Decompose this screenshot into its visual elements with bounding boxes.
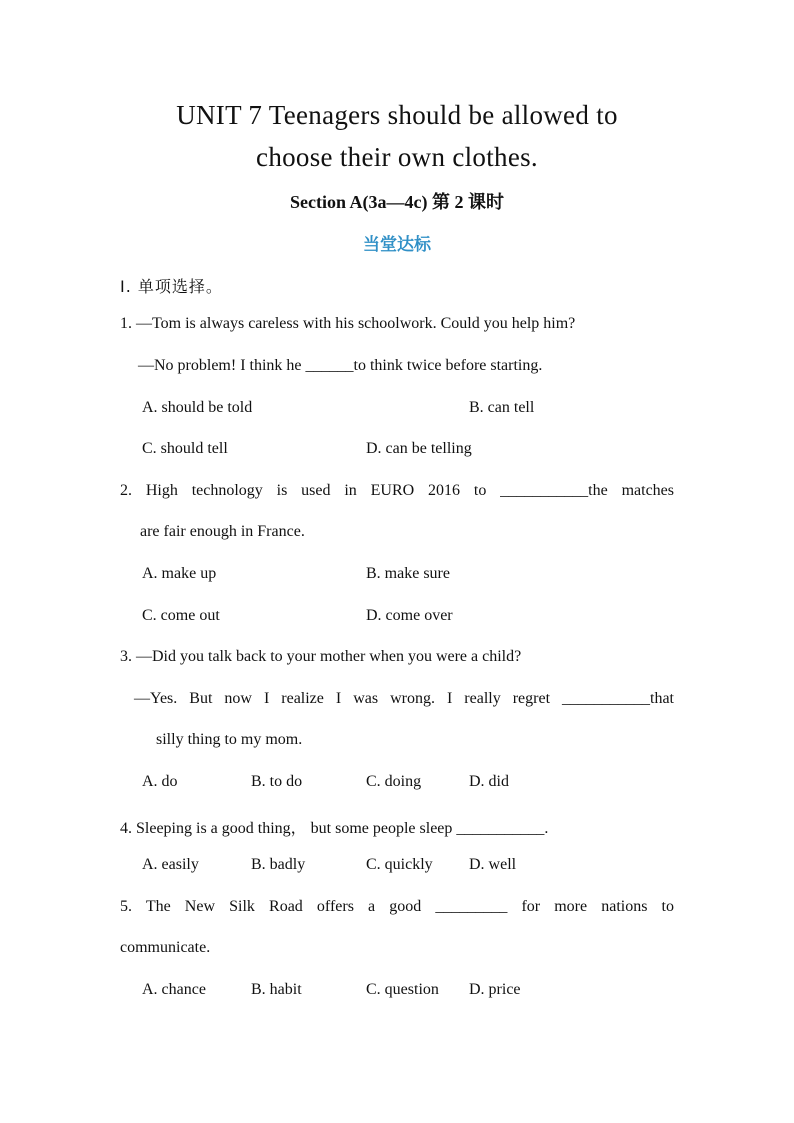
question-3-option-d[interactable]: D. did [469, 773, 509, 790]
question-2-option-a[interactable]: A. make up [142, 565, 217, 582]
question-2-line-1: 2. High technology is used in EURO 2016 to ___________the matches [120, 482, 674, 499]
question-4-option-a[interactable]: A. easily [142, 856, 199, 873]
part-label: Ⅰ. 单项选择。 [120, 277, 223, 296]
question-4-line-1: 4. Sleeping is a good thing， but some people sleep ___________. [120, 820, 549, 837]
section-subtitle: Section A(3a—4c) 第 2 课时 [290, 192, 504, 212]
question-2-option-d[interactable]: D. come over [366, 607, 453, 624]
question-3-option-c[interactable]: C. doing [366, 773, 422, 790]
question-1-line-2: —No problem! I think he ______to think twice before starting. [138, 357, 543, 374]
question-3-option-a[interactable]: A. do [142, 773, 178, 790]
question-5-option-a[interactable]: A. chance [142, 981, 206, 998]
question-2-option-c[interactable]: C. come out [142, 607, 220, 624]
question-3-line-2: —Yes. But now I realize I was wrong. I really regret ___________that [134, 690, 674, 707]
question-5-option-b[interactable]: B. habit [251, 981, 302, 998]
unit-title-line2: choose their own clothes. [256, 142, 538, 172]
question-3-line-3: silly thing to my mom. [156, 731, 303, 748]
unit-title-line1: UNIT 7 Teenagers should be allowed to [176, 100, 618, 130]
question-5-option-d[interactable]: D. price [469, 981, 521, 998]
question-1-option-c[interactable]: C. should tell [142, 440, 228, 457]
question-2-line-2: are fair enough in France. [140, 523, 305, 540]
question-3-option-b[interactable]: B. to do [251, 773, 303, 790]
question-4-option-c[interactable]: C. quickly [366, 856, 433, 873]
question-1-option-b[interactable]: B. can tell [469, 399, 535, 416]
question-5-option-c[interactable]: C. question [366, 981, 439, 998]
question-1-option-d[interactable]: D. can be telling [366, 440, 472, 457]
question-4-option-b[interactable]: B. badly [251, 856, 306, 873]
section-tag: 当堂达标 [363, 235, 431, 255]
question-1-line-1: 1. —Tom is always careless with his schoolwork. Could you help him? [120, 315, 576, 332]
question-2-option-b[interactable]: B. make sure [366, 565, 450, 582]
question-4-option-d[interactable]: D. well [469, 856, 517, 873]
question-5-line-2: communicate. [120, 939, 211, 956]
question-5-line-1: 5. The New Silk Road offers a good _________ for more nations to [120, 898, 674, 915]
question-3-line-1: 3. —Did you talk back to your mother when you were a child? [120, 648, 522, 665]
question-1-option-a[interactable]: A. should be told [142, 399, 253, 416]
